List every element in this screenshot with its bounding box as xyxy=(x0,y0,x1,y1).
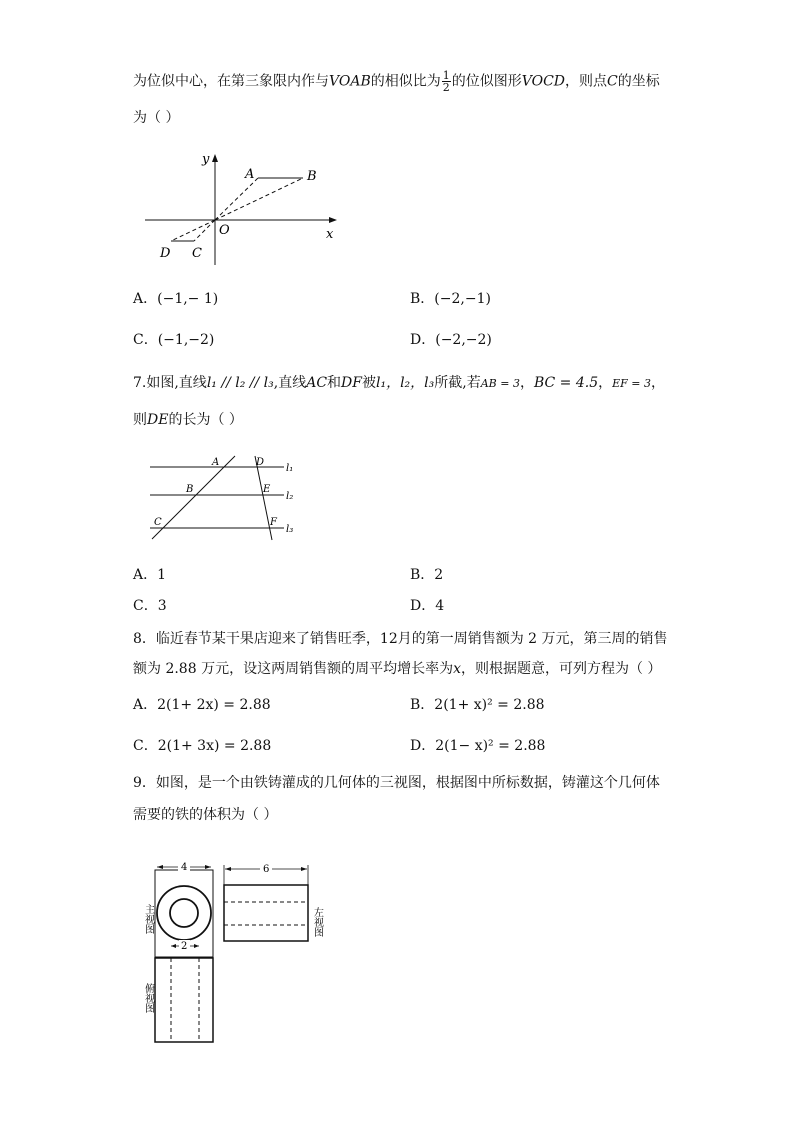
q9-front-view-outer-circle xyxy=(157,886,211,940)
q6-text-d: 的位似图形 xyxy=(451,73,522,90)
q9-label-front-view: 主视图 xyxy=(142,904,154,934)
q8-option-c-label: C． xyxy=(133,738,158,754)
q6-segment-od xyxy=(171,220,215,241)
q6-coordinate-figure xyxy=(140,150,350,270)
q9-dim-side-arrow-right xyxy=(301,867,307,871)
q6-segment-oc xyxy=(194,220,215,241)
q7-ef-value: EF = 3 xyxy=(612,377,651,390)
q7-text-line2-a: 则 xyxy=(133,412,147,428)
q6-triangle-oab: VOAB xyxy=(329,73,371,90)
q7-label-a: A xyxy=(212,457,220,468)
q7-line-ac: AC xyxy=(306,375,328,391)
q7-text-line2-c: 的长为（ ） xyxy=(168,412,243,428)
q7-bc-value: BC = 4.5 xyxy=(533,375,599,391)
q6-label-b: B xyxy=(307,169,317,184)
q8-variable-x: x xyxy=(453,661,461,677)
q7-text-e: 和 xyxy=(327,375,342,391)
q7-label-l1: l₁ xyxy=(286,463,294,474)
q6-option-c[interactable] xyxy=(133,330,214,350)
q6-option-b[interactable] xyxy=(410,289,491,309)
q7-text-i: 所截,若 xyxy=(434,375,481,391)
q9-dim-side-arrow-left xyxy=(225,867,231,871)
q9-text-line1: 9．如图，是一个由铁铸灌成的几何体的三视图，根据图中所标数据，铸灌这个几何体 xyxy=(133,775,660,791)
q6-fraction-numerator: 1 xyxy=(442,69,450,82)
q6-text-f: ，则点 xyxy=(565,73,608,90)
q6-label-x: x xyxy=(326,227,334,242)
q8-option-a-value: 2(1+ 2x) = 2.88 xyxy=(157,697,271,713)
q7-text-g: 被 xyxy=(361,375,376,391)
q7-line-df: DF xyxy=(341,375,362,391)
q9-front-view-inner-circle xyxy=(170,899,198,927)
q8-option-c[interactable] xyxy=(133,736,271,756)
q7-option-c[interactable] xyxy=(133,596,167,616)
q7-label-e: E xyxy=(263,484,271,495)
q9-dim-front-arrow-right xyxy=(205,865,211,869)
q9-top-view-box xyxy=(155,958,213,1042)
q8-option-b-label: B． xyxy=(410,697,435,713)
q6-segment-ob xyxy=(215,178,303,220)
q6-text-h: 的坐标 xyxy=(617,73,660,90)
q7-segment-de: DE xyxy=(147,412,169,428)
q6-option-a-label: A． xyxy=(133,291,158,307)
q7-parallel-lines-figure xyxy=(146,454,306,546)
q7-option-d[interactable] xyxy=(410,596,444,616)
q8-option-d[interactable] xyxy=(410,736,545,756)
q6-text-a: 为位似中心，在第三象限内作与 xyxy=(133,73,329,90)
q6-option-a[interactable] xyxy=(133,289,218,309)
q9-side-view-box xyxy=(224,885,308,941)
q6-option-d[interactable] xyxy=(410,330,492,350)
q9-label-side-view: 左视图 xyxy=(311,907,323,937)
q7-text-line2 xyxy=(133,410,243,430)
q6-fraction-denominator: 2 xyxy=(442,81,450,94)
q6-triangle-ocd: VOCD xyxy=(521,73,566,90)
q8-option-b[interactable] xyxy=(410,695,545,715)
q7-option-a[interactable] xyxy=(133,565,166,585)
q6-option-a-value: (−1,− 1) xyxy=(157,291,219,307)
q6-ratio-fraction xyxy=(442,70,451,93)
q8-option-b-value: 2(1+ x)² = 2.88 xyxy=(434,697,545,713)
q8-option-a[interactable] xyxy=(133,695,271,715)
q8-option-d-label: D． xyxy=(410,738,436,754)
q6-text-line2: 为（ ） xyxy=(133,110,180,126)
q9-dim-front-arrow-left xyxy=(157,865,163,869)
q7-text-c: ,直线 xyxy=(273,375,307,391)
q9-dim-inner-arrow-left xyxy=(171,944,176,948)
q7-option-a-label: A． xyxy=(133,567,158,583)
q7-text-m: ， xyxy=(598,375,613,391)
q7-text-line1 xyxy=(133,373,665,394)
q8-option-a-label: A． xyxy=(133,697,158,713)
q7-option-c-value: 3 xyxy=(157,598,167,614)
q9-dim-inner-arrow-right xyxy=(194,944,199,948)
q6-option-b-label: B． xyxy=(410,291,435,307)
q6-option-b-value: (−2,−1) xyxy=(434,291,491,307)
q7-ab-value: AB = 3 xyxy=(480,377,520,390)
q6-option-c-value: (−1,−2) xyxy=(157,332,215,348)
q6-point-c: C xyxy=(607,73,618,90)
q7-text-k: ， xyxy=(519,375,534,391)
q8-option-d-value: 2(1− x)² = 2.88 xyxy=(435,738,546,754)
q7-label-c: C xyxy=(154,517,162,528)
q7-option-b-label: B． xyxy=(410,567,435,583)
q7-label-d: D xyxy=(256,457,265,468)
q8-text-line1: 8．临近春节某干果店迎来了销售旺季，12月的第一周销售额为 2 万元，第三周的销售 xyxy=(133,631,668,647)
q6-option-d-label: D． xyxy=(410,332,436,348)
q7-transversal-ac xyxy=(152,456,235,539)
q6-label-c: C xyxy=(192,246,202,261)
q6-segment-oa xyxy=(215,178,258,220)
q7-label-b: B xyxy=(186,484,194,495)
q7-label-l2: l₂ xyxy=(286,491,294,502)
q7-parallel-lines: l₁ // l₂ // l₃ xyxy=(206,375,274,391)
q7-option-b-value: 2 xyxy=(434,567,444,583)
q8-text-line2-c: ，则根据题意，可列方程为（ ） xyxy=(460,661,662,677)
q7-label-l3: l₃ xyxy=(286,524,294,535)
q7-label-f: F xyxy=(270,517,277,528)
q9-dim-side-text: 6 xyxy=(263,864,270,875)
q9-dim-inner-text: 2 xyxy=(181,941,188,952)
q6-text-line1 xyxy=(133,70,660,93)
q6-text-c: 的相似比为 xyxy=(370,73,441,90)
q8-option-c-value: 2(1+ 3x) = 2.88 xyxy=(157,738,272,754)
q7-lines-list: l₁，l₂，l₃ xyxy=(375,375,435,391)
q9-dim-front-text: 4 xyxy=(181,862,188,873)
q6-label-y: y xyxy=(202,152,210,167)
q7-option-a-value: 1 xyxy=(157,567,167,583)
q7-text-a: 7.如图,直线 xyxy=(133,375,207,391)
q6-label-o: O xyxy=(219,223,230,238)
q7-option-c-label: C． xyxy=(133,598,158,614)
q6-label-d: D xyxy=(160,246,171,261)
q6-option-d-value: (−2,−2) xyxy=(435,332,492,348)
q9-text-line2: 需要的铁的体积为（ ） xyxy=(133,807,278,823)
q6-x-axis-arrow xyxy=(329,217,337,223)
q6-y-axis-arrow xyxy=(212,154,218,162)
q9-label-top-view: 俯视图 xyxy=(142,983,154,1013)
q8-text-line2 xyxy=(133,659,661,679)
q6-option-c-label: C． xyxy=(133,332,158,348)
q8-text-line2-a: 额为 2.88 万元，设这两周销售额的周平均增长率为 xyxy=(133,661,454,677)
q7-option-b[interactable] xyxy=(410,565,443,585)
q9-three-views-figure xyxy=(138,855,338,1055)
q6-label-a: A xyxy=(245,167,255,182)
q7-option-d-label: D． xyxy=(410,598,436,614)
q7-option-d-value: 4 xyxy=(435,598,445,614)
q7-text-o: ， xyxy=(651,375,665,391)
